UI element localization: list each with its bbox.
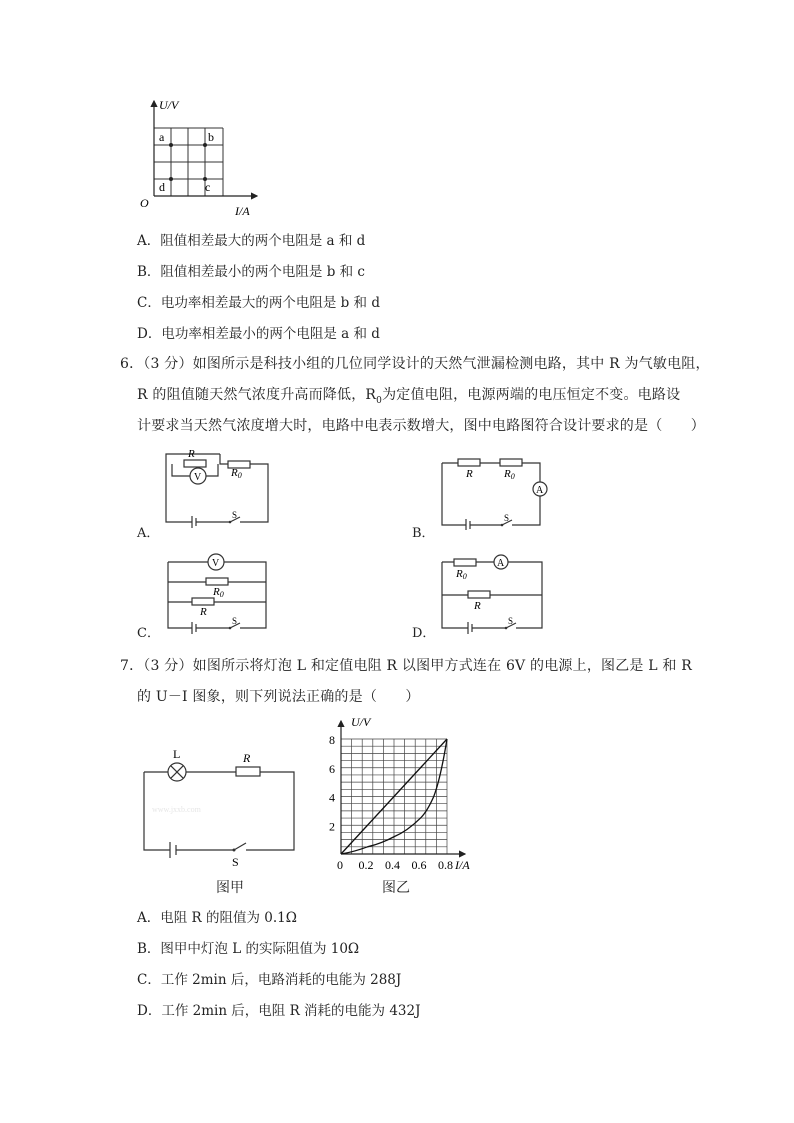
q6-option-d-label: D． (412, 626, 436, 641)
q6b-switch-label: S (504, 513, 510, 523)
q7-fig-b-caption: 图乙 (382, 880, 410, 896)
x-tick-label: 0.6 (411, 858, 427, 870)
q6d-ammeter-label: A (497, 558, 505, 569)
q5-point-a (169, 143, 173, 147)
q7-stem-line1: 7．（3 分）如图所示将灯泡 L 和定值电阻 R 以图甲方式连在 6V 的电源上，图乙是 L 和 R (120, 658, 693, 674)
y-tick-label: 2 (329, 819, 335, 834)
q7-fig-a-caption: 图甲 (216, 880, 244, 896)
q6-stem-line2 (137, 384, 680, 406)
q7-option-b: B．图甲中灯泡 L 的实际阻值为 10Ω (137, 941, 360, 957)
q5-x-label: I/A (235, 204, 250, 218)
q6d-r-label: R (474, 600, 481, 612)
q5-label-c: c (205, 180, 211, 194)
y-tick-label: 6 (329, 761, 335, 776)
q6-r0-sub: 0 (376, 395, 383, 406)
q6-option-a-label: A． (137, 526, 160, 541)
q5-label-a: a (159, 130, 165, 144)
x-tick-label: 0.4 (385, 858, 400, 870)
y-axis-label: U/V (351, 715, 371, 729)
x-tick-label: 0.2 (358, 858, 374, 870)
q6d-switch-label: S (508, 616, 514, 626)
q6-option-c-label: C． (137, 626, 160, 641)
q6-stem-line2-b: 为定值电阻，电源两端的电压恒定不变。电路设 (382, 387, 681, 403)
q6c-r-label: R (200, 606, 207, 618)
q5-label-d: d (159, 180, 165, 194)
q6b-r0-label: R0 (504, 468, 515, 481)
q6c-voltmeter-label: V (212, 558, 220, 569)
q5-option-a: A．阻值相差最大的两个电阻是 a 和 d (137, 233, 366, 249)
q6a-voltmeter-label: V (194, 472, 202, 483)
q7a-resistor-label: R (243, 751, 251, 765)
q5-label-b: b (208, 130, 214, 144)
q6-option-b-label: B． (412, 526, 435, 541)
q7-fig-a-circuit (138, 740, 300, 870)
q6d-r0-label: R0 (456, 568, 467, 581)
q6-circuit-d (436, 552, 548, 634)
q6a-r0-label: R0 (231, 467, 242, 480)
q5-option-d: D．电功率相差最小的两个电阻是 a 和 d (137, 326, 380, 342)
q6b-ammeter-label: A (536, 485, 544, 496)
q7-fig-b-chart (325, 712, 485, 870)
q5-point-d (169, 177, 173, 181)
q7-option-d: D．工作 2min 后，电阻 R 消耗的电能为 432J (137, 1003, 421, 1019)
q6-circuit-b (436, 455, 551, 530)
q6b-r-label: R (466, 468, 473, 480)
q6a-r-label: R (188, 448, 195, 460)
q5-y-label: U/V (159, 98, 179, 112)
x-tick-label: 0.8 (438, 858, 453, 870)
y-tick-label: 4 (329, 790, 335, 805)
q6a-switch-label: S (232, 510, 238, 520)
q5-option-b: B．阻值相差最小的两个电阻是 b 和 c (137, 264, 365, 280)
x-tick-label: 0 (337, 858, 343, 870)
q5-point-b (203, 143, 207, 147)
q7-stem-line2: 的 U－I 图象，则下列说法正确的是（ ） (137, 689, 420, 705)
q6c-r0-label: R0 (213, 586, 224, 599)
q6c-switch-label: S (232, 616, 238, 626)
q7a-switch-label: S (232, 855, 239, 869)
q6-circuit-a (160, 446, 275, 528)
q7-option-c: C．工作 2min 后，电路消耗的电能为 288J (137, 972, 402, 988)
q5-ui-graph (135, 95, 265, 220)
q7a-lamp-label: L (173, 747, 181, 761)
q6-stem-line1: 6．（3 分）如图所示是科技小组的几位同学设计的天然气泄漏检测电路，其中 R 为气敏电阻， (120, 356, 710, 372)
q6-circuit-c (162, 552, 272, 634)
q7a-watermark: www.jxxb.com (152, 805, 201, 814)
q6-stem-line3: 计要求当天然气浓度增大时，电路中电表示数增大，图中电路图符合设计要求的是（ ） (137, 418, 705, 434)
x-axis-label: I/A (455, 858, 470, 870)
q5-option-c: C．电功率相差最大的两个电阻是 b 和 d (137, 295, 380, 311)
y-tick-label: 8 (329, 733, 335, 747)
q5-origin: O (140, 196, 149, 210)
q7-option-a: A．电阻 R 的阻值为 0.1Ω (137, 910, 297, 926)
q6-stem-line2-a: R 的阻值随天然气浓度升高而降低，R (137, 387, 377, 403)
